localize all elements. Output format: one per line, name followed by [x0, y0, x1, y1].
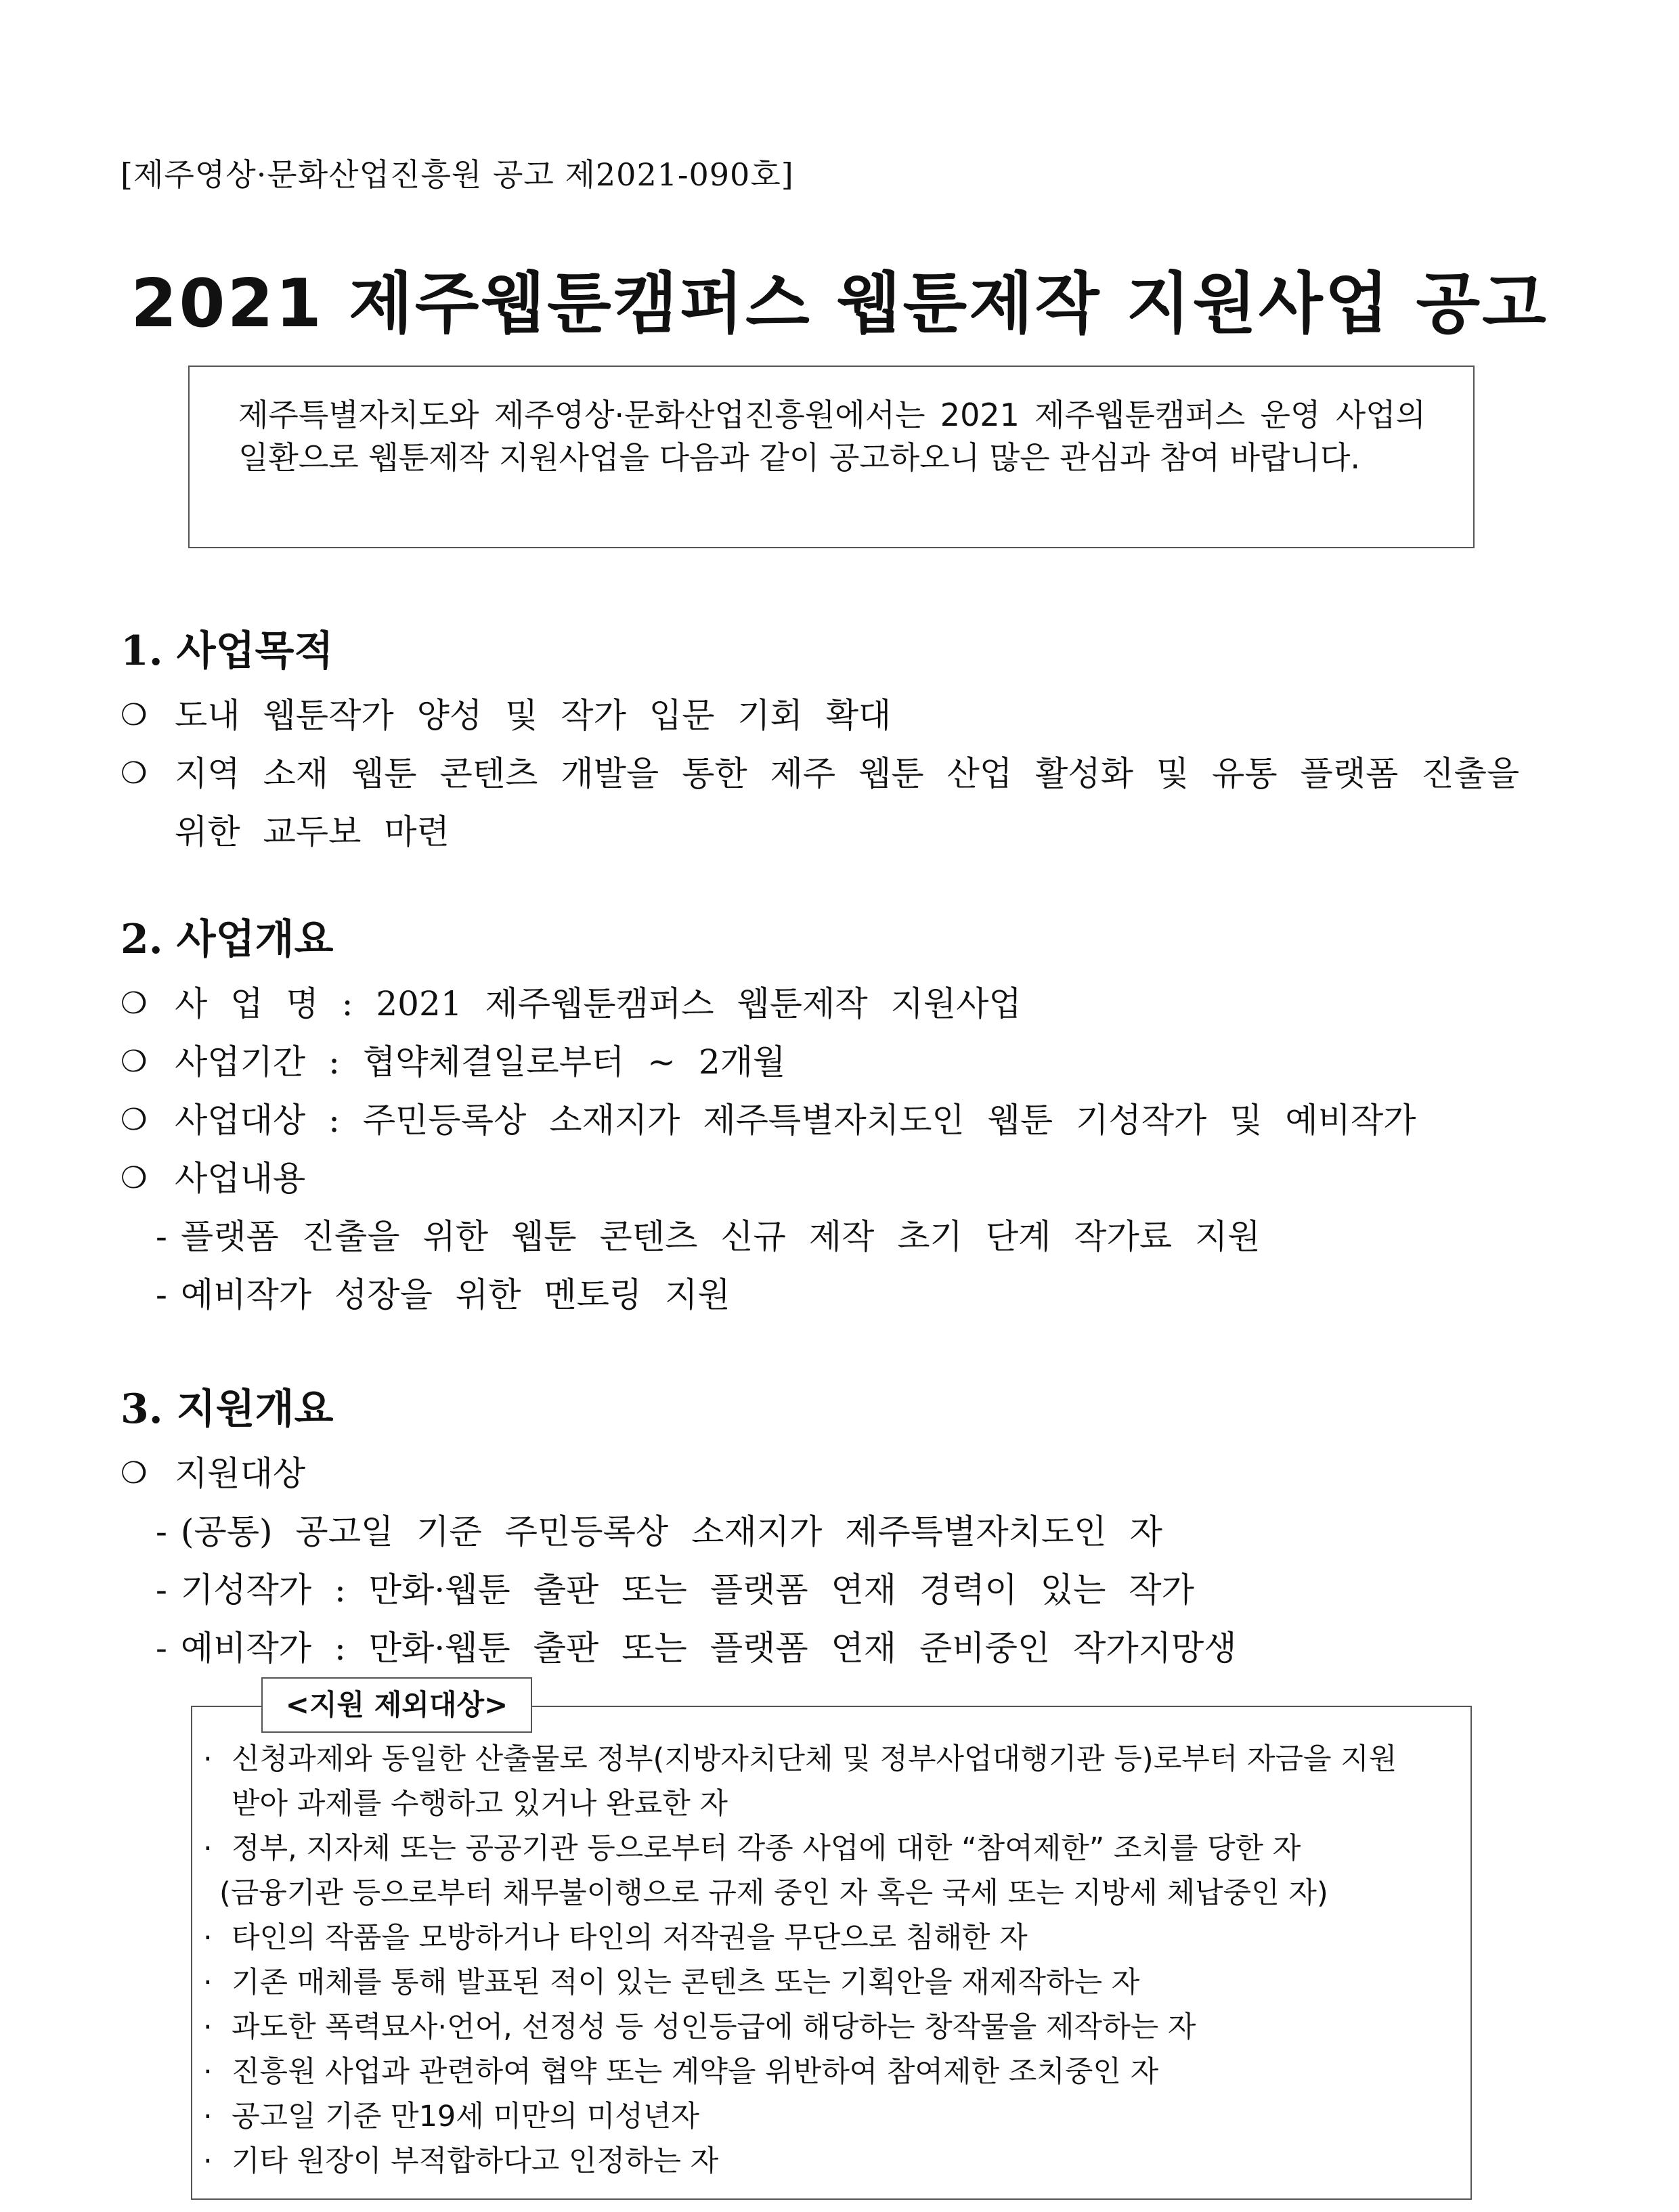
list-item: [121, 975, 1416, 1033]
section-number: 3.: [121, 1386, 163, 1433]
section-overview: [121, 911, 1416, 1324]
circle-bullet-icon: ❍: [121, 1044, 148, 1079]
dot-bullet: ·: [203, 2010, 213, 2044]
item-text: 과도한 폭력묘사·언어, 선정성 등 성인등급에 해당하는 창작물을 제작하는 자: [232, 2010, 1196, 2044]
list-item: [121, 745, 1519, 803]
item-text: 기존 매체를 통해 발표된 적이 있는 콘텐츠 또는 기획안을 재제작하는 자: [232, 1966, 1140, 1999]
dash-bullet: -: [156, 1275, 167, 1314]
item-text: 기타 원장이 부적합하다고 인정하는 자: [232, 2144, 719, 2178]
circle-bullet-icon: ❍: [121, 698, 148, 732]
section-title: 사업목적: [176, 627, 334, 675]
section-title: 지원개요: [176, 1386, 334, 1433]
list-item: [121, 1149, 1416, 1208]
exclusion-item: [203, 1916, 1462, 1960]
dot-bullet: ·: [203, 1921, 213, 1955]
sub-item: [121, 1208, 1416, 1266]
list-item: [121, 686, 1519, 745]
dot-bullet: ·: [203, 2100, 213, 2133]
dash-bullet: -: [156, 1570, 167, 1610]
list-item: [121, 1091, 1416, 1149]
circle-bullet-icon: ❍: [121, 1456, 148, 1490]
sub-item: [121, 1561, 1237, 1619]
list-item-continuation: [121, 803, 1519, 861]
dot-bullet: ·: [203, 2055, 213, 2089]
exclusion-item: [203, 2139, 1462, 2184]
circle-bullet-icon: ❍: [121, 1161, 148, 1195]
item-text: (공통) 공고일 기준 주민등록상 소재지가 제주특별자치도인 자: [180, 1512, 1162, 1551]
item-text: 도내 웹툰작가 양성 및 작가 입문 기회 확대: [175, 696, 892, 735]
exclusion-label: <지원 제외대상>: [261, 1677, 532, 1733]
item-text: 사업대상 : 주민등록상 소재지가 제주특별자치도인 웹툰 기성작가 및 예비작가: [175, 1101, 1416, 1140]
item-text: 예비작가 성장을 위한 멘토링 지원: [180, 1275, 731, 1314]
exclusion-item: [203, 2005, 1462, 2050]
item-text: 받아 과제를 수행하고 있거나 완료한 자: [232, 1787, 728, 1821]
circle-bullet-icon: ❍: [121, 986, 148, 1021]
section-heading: [121, 911, 1416, 968]
dot-bullet: ·: [203, 1742, 213, 1776]
exclusion-item: [203, 1737, 1462, 1782]
sub-item: [121, 1503, 1237, 1561]
section-number: 1.: [121, 627, 163, 675]
intro-text: 제주특별자치도와 제주영상·문화산업진흥원에서는 2021 제주웹툰캠퍼스 운영 사업의 일환으로 웹툰제작 지원사업을 다음과 같이 공고하오니 많은 관심과 참여 바랍니다.: [238, 397, 1426, 476]
section-number: 2.: [121, 916, 163, 963]
page-title: 2021 제주웹툰캠퍼스 웹툰제작 지원사업 공고: [131, 265, 1548, 342]
item-text: 타인의 작품을 모방하거나 타인의 저작권을 무단으로 침해한 자: [232, 1921, 1028, 1955]
sub-item: [121, 1266, 1416, 1324]
section-title: 사업개요: [176, 916, 334, 963]
dot-bullet: ·: [203, 2144, 213, 2178]
section-heading: [121, 623, 1519, 680]
section-support: [121, 1381, 1237, 1677]
item-text: 신청과제와 동일한 산출물로 정부(지방자치단체 및 정부사업대행기관 등)로부터 자금을 지원: [232, 1742, 1397, 1776]
item-text: 위한 교두보 마련: [175, 812, 450, 851]
item-text: 사업기간 : 협약체결일로부터 ~ 2개월: [175, 1042, 786, 1082]
exclusion-item: [203, 1826, 1462, 1871]
section-heading: [121, 1381, 1237, 1438]
item-text: 지역 소재 웹툰 콘텐츠 개발을 통한 제주 웹툰 산업 활성화 및 유통 플랫폼 진출을: [175, 754, 1520, 793]
item-text: 플랫폼 진출을 위한 웹툰 콘텐츠 신규 제작 초기 단계 작가료 지원: [180, 1217, 1261, 1256]
item-text: 정부, 지자체 또는 공공기관 등으로부터 각종 사업에 대한 “참여제한” 조치를 당한 자: [232, 1832, 1301, 1865]
exclusion-item: [203, 2094, 1462, 2139]
item-text: 기성작가 : 만화·웹툰 출판 또는 플랫폼 연재 경력이 있는 작가: [180, 1570, 1194, 1610]
item-text: 지원대상: [175, 1454, 306, 1493]
list-item: [121, 1033, 1416, 1091]
exclusion-item-continuation: [203, 1782, 1462, 1826]
exclusion-item: [203, 2050, 1462, 2094]
item-text: 사업내용: [175, 1159, 306, 1198]
dot-bullet: ·: [203, 1966, 213, 1999]
item-text: 공고일 기준 만19세 미만의 미성년자: [232, 2100, 699, 2133]
dash-bullet: -: [156, 1217, 167, 1256]
dash-bullet: -: [156, 1629, 167, 1668]
exclusion-item-continuation: [203, 1871, 1462, 1916]
section-purpose: [121, 623, 1519, 861]
exclusion-list: [203, 1737, 1462, 2184]
item-text: 예비작가 : 만화·웹툰 출판 또는 플랫폼 연재 준비중인 작가지망생: [180, 1629, 1237, 1668]
circle-bullet-icon: ❍: [121, 756, 148, 791]
notice-number: [제주영상·문화산업진흥원 공고 제2021-090호]: [121, 156, 794, 193]
exclusion-item: [203, 1960, 1462, 2005]
item-text: (금융기관 등으로부터 채무불이행으로 규제 중인 자 혹은 국세 또는 지방세 체납중인 자): [219, 1876, 1328, 1910]
dot-bullet: ·: [203, 1832, 213, 1865]
intro-box: [188, 366, 1475, 548]
dash-bullet: -: [156, 1512, 167, 1551]
item-text: 사 업 명 : 2021 제주웹툰캠퍼스 웹툰제작 지원사업: [175, 984, 1022, 1023]
item-text: 진흥원 사업과 관련하여 협약 또는 계약을 위반하여 참여제한 조치중인 자: [232, 2055, 1159, 2089]
list-item: [121, 1444, 1237, 1503]
circle-bullet-icon: ❍: [121, 1103, 148, 1137]
sub-item: [121, 1619, 1237, 1677]
